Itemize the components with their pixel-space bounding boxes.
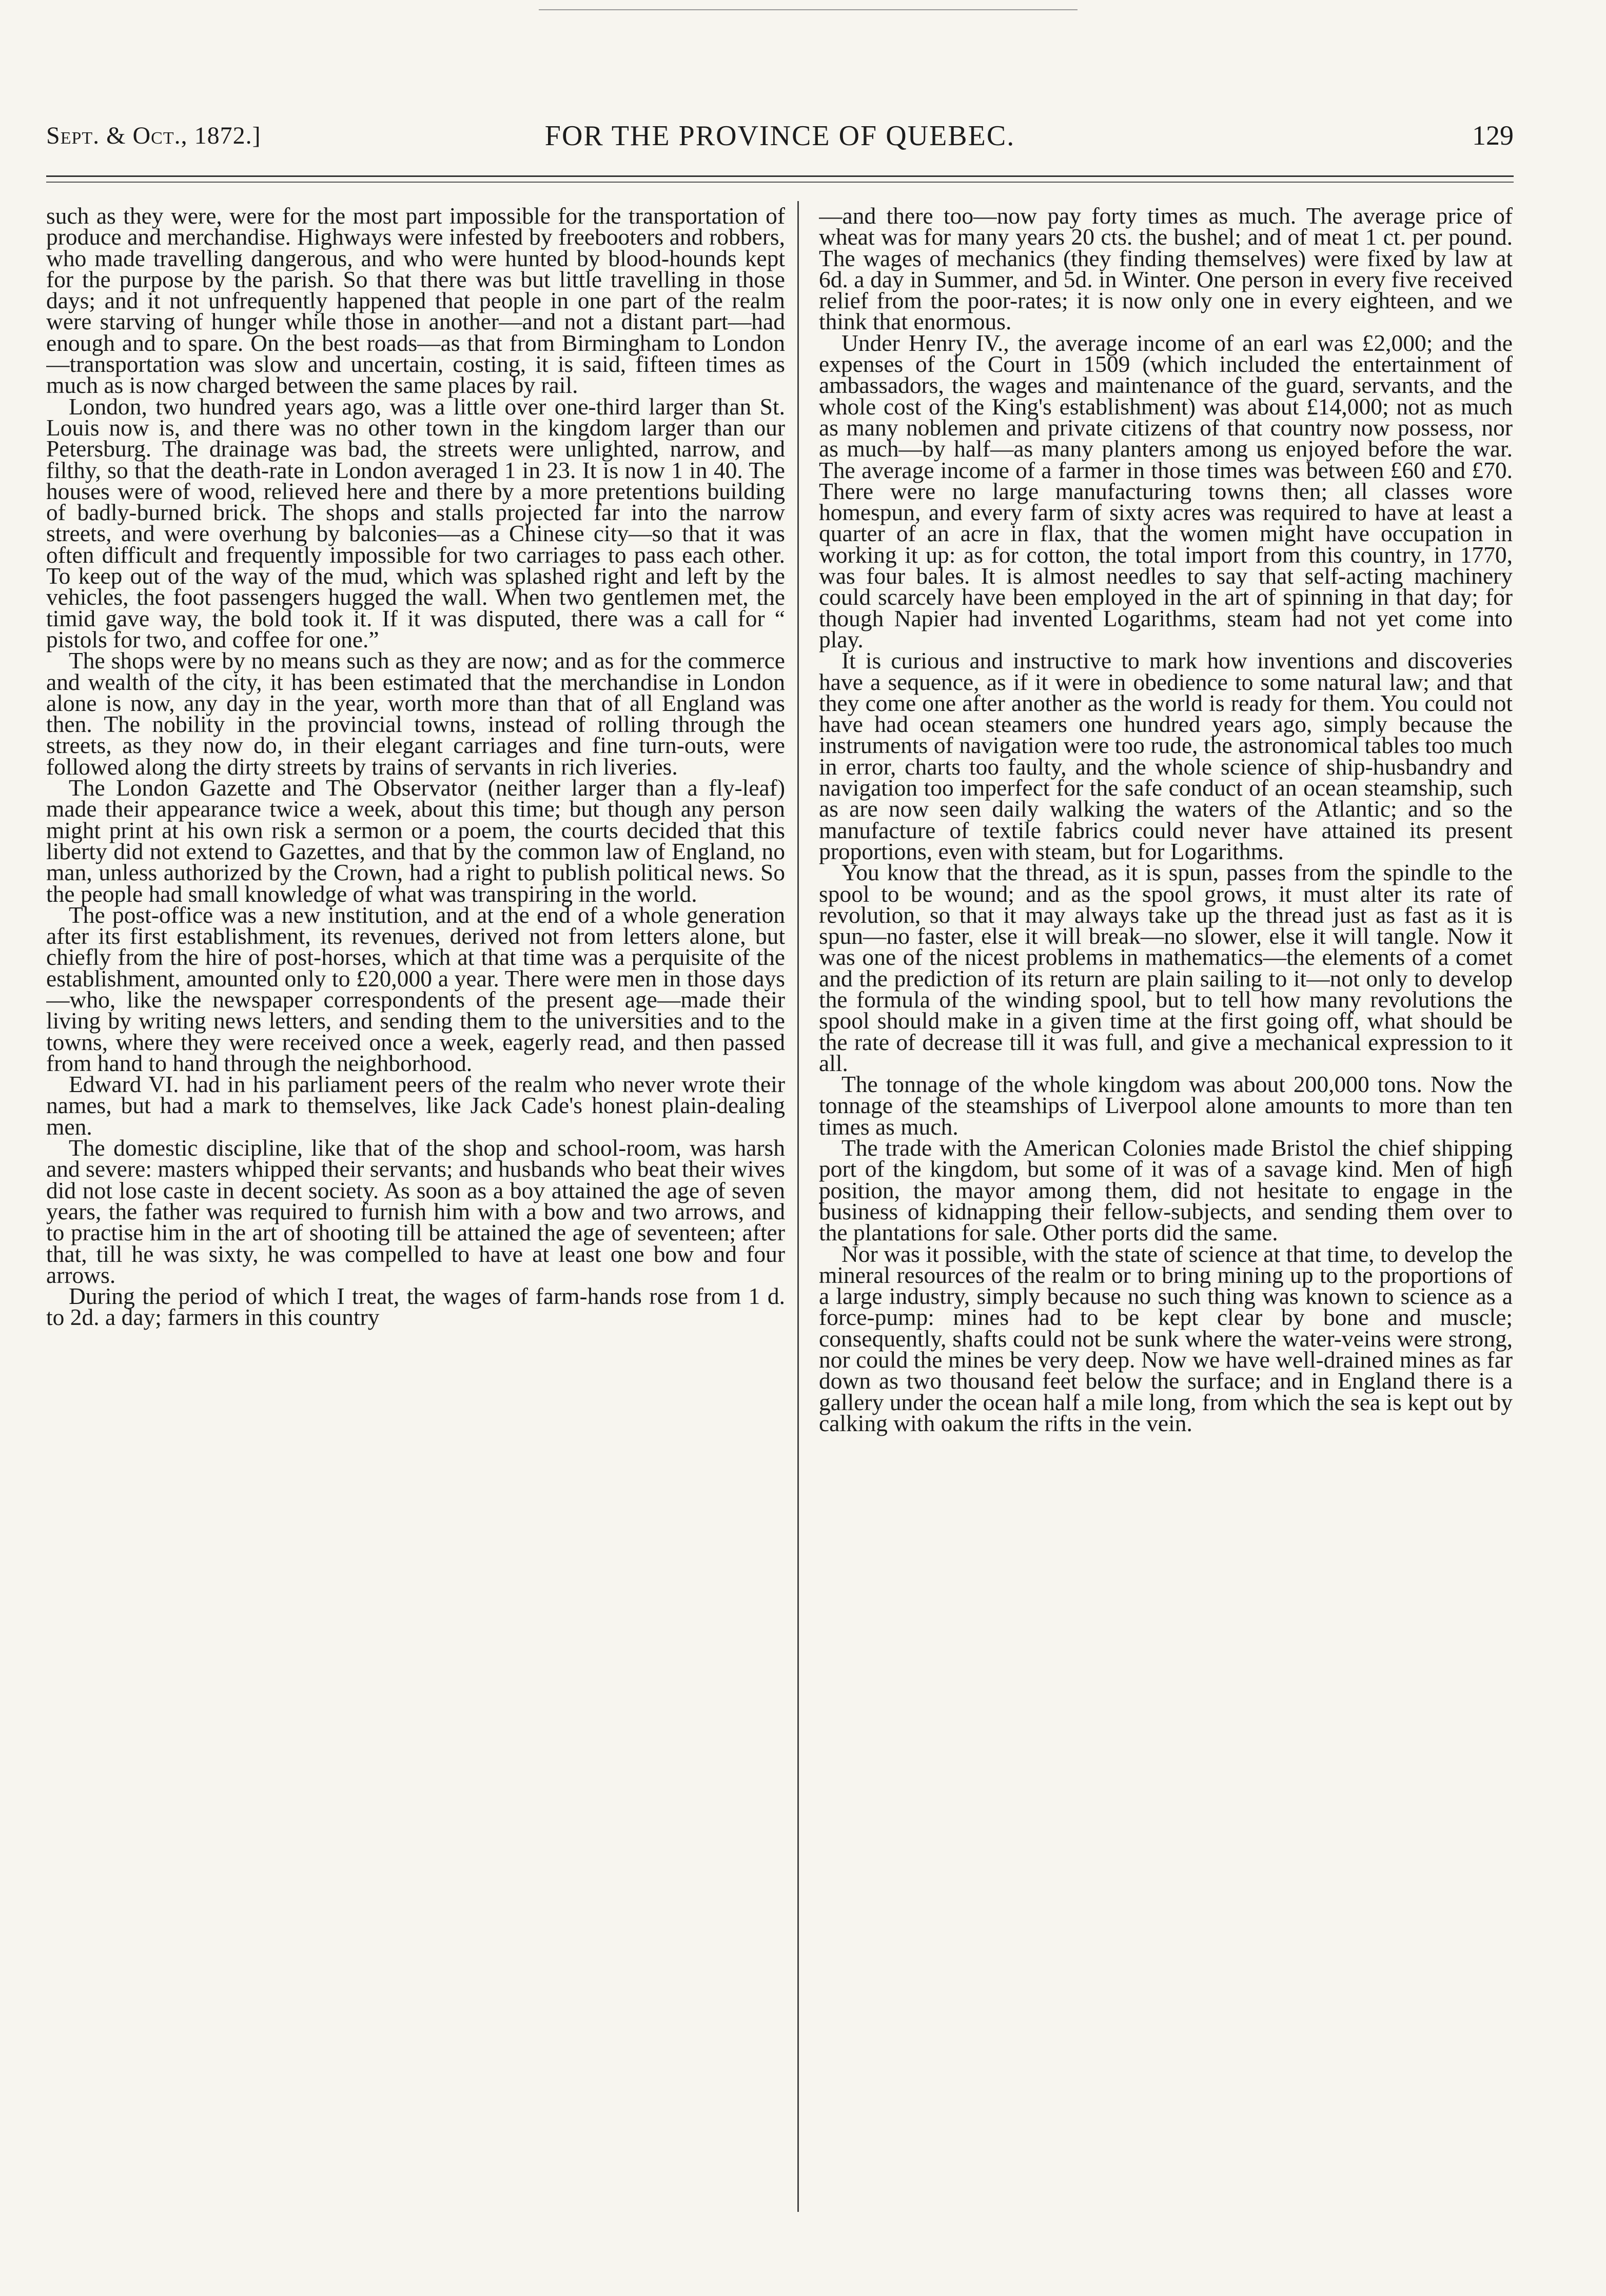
paragraph: During the period of which I treat, the wages of farm-hands rose from 1 d. to 2d. a day; farmers in this country: [46, 1283, 785, 1331]
paragraph: The trade with the American Colonies made Bristol the chief shipping port of the kingdom, but some of it was of a savage kind. Men of high position, the mayor among them, did not hesitate to engage in the business of kidnapping their fellow-subjects, and sending them over to the plantations for sale. Other ports did the same.: [819, 1135, 1513, 1246]
paragraph: The London Gazette and The Observator (neither larger than a fly-leaf) made their appearance twice a week, about this time; but though any person might print at his own risk a sermon or a poem, the courts decided that this liberty did not extend to Gazettes, and that by the common law of England, no man, unless authorized by the Crown, had a right to publish political news. So the people had small knowledge of what was transpiring in the world.: [46, 775, 785, 907]
right-column: [819, 205, 1513, 2236]
header-rule-top: [46, 175, 1514, 177]
paragraph: You know that the thread, as it is spun, passes from the spindle to the spool to be wound; and as the spool grows, it must alter its rate of revolution, so that it may always take up the thread just as fast as it is spun—no faster, else it will break—no slower, else it will tangle. Now it was one of the nicest problems in mathematics—the elements of a comet and the prediction of its return are plain sailing to it—not only to develop the formula of the winding spool, but to tell how many revolutions the spool should make in a given time at the first going off, what should be the rate of decrease till it was full, and give a mechanical expression to it all.: [819, 859, 1513, 1076]
paragraph: The shops were by no means such as they are now; and as for the commerce and wealth of the city, it has been estimated that the merchandise in London alone is now, any day in the year, worth more than that of all England was then. The nobility in the provincial towns, instead of rolling through the streets, as they now do, in their elegant carriages and fine turn-outs, were followed along the dirty streets by trains of servants in rich liveries.: [46, 647, 785, 780]
paragraph: It is curious and instructive to mark how inventions and discoveries have a sequence, as if it were in obedience to some natural law; and that they come one after another as the world is ready for them. You could not have had ocean steamers one hundred years ago, simply because the instruments of navigation were too rude, the astronomical tables too much in error, charts too faulty, and the whole science of ship-husbandry and navigation too imperfect for the safe conduct of an ocean steamship, such as are now seen daily walking the waters of the Atlantic; and so the manufacture of textile fabrics could never have attained its present proportions, even with steam, but for Logarithms.: [819, 647, 1513, 864]
header-rule-bottom: [46, 182, 1514, 183]
top-edge-rule: [539, 9, 1078, 10]
paragraph: London, two hundred years ago, was a little over one-third larger than St. Louis now is, and there was no other town in the kingdom larger than our Petersburg. The drainage was bad, the streets were unlighted, narrow, and filthy, so that the death-rate in London averaged 1 in 23. It is now 1 in 40. The houses were of wood, relieved here and there by a more pretentions building of badly-burned brick. The shops and stalls projected far into the narrow streets, and were overhung by balconies—as a Chinese city—so that it was often difficult and frequently impossible for two carriages to pass each other. To keep out of the way of the mud, which was splashed right and left by the vehicles, the foot passengers hugged the wall. When two gentlemen met, the timid gave way, the bold took it. If it was disputed, there was a call for “ pistols for two, and coffee for one.”: [46, 393, 785, 652]
page-number: 129: [1472, 120, 1514, 151]
paragraph: Under Henry IV., the average income of an earl was £2,000; and the expenses of the Court in 1509 (which included the entertainment of ambassadors, the wages and maintenance of the guard, servants, and the whole cost of the King's establishment) was about £14,000; not as much as many noblemen and private citizens of that country now possess, nor as much—by half—as many planters among us enjoyed before the war. The average income of a farmer in those times was between £60 and £70. There were no large manufacturing towns then; all classes wore homespun, and every farm of sixty acres was required to have at least a quarter of an acre in flax, that the women might have occupation in working it up: as for cotton, the total import from this country, in 1770, was four bales. It is almost needles to say that self-acting machinery could scarcely have been employed in the art of spinning in that day; for though Napier had invented Logarithms, steam had not yet come into play.: [819, 329, 1513, 652]
paragraph: The tonnage of the whole kingdom was about 200,000 tons. Now the tonnage of the steamships of Liverpool alone amounts to more than ten times as much.: [819, 1071, 1513, 1140]
paragraph: —and there too—now pay forty times as much. The average price of wheat was for many years 20 cts. the bushel; and of meat 1 ct. per pound. The wages of mechanics (they finding themselves) were fixed by law at 6d. a day in Summer, and 5d. in Winter. One person in every five received relief from the poor-rates; it is now only one in every eighteen, and we think that enormous.: [819, 205, 1513, 335]
paragraph: Nor was it possible, with the state of science at that time, to develop the mineral resources of the realm or to bring mining up to the proportions of a large industry, simply because no such thing was known to science as a force-pump: mines had to be kept clear by bone and muscle; consequently, shafts could not be sunk where the water-veins were strong, nor could the mines be very deep. Now we have well-drained mines as far down as two thousand feet below the surface; and in England there is a gallery under the ocean half a mile long, from which the sea is kept out by calking with oakum the rifts in the vein.: [819, 1240, 1513, 1436]
running-header: [46, 115, 1514, 162]
column-divider: [797, 201, 799, 2212]
issue-date: Sept. & Oct., 1872.]: [46, 122, 261, 149]
paragraph: The post-office was a new institution, and at the end of a whole generation after its first establishment, its revenues, derived not from letters alone, but chiefly from the hire of post-horses, which at that time was a perquisite of the establishment, amounted only to £20,000 a year. There were men in those days—who, like the newspaper correspondents of the present age—made their living by writing news letters, and sending them to the universities and to the towns, where they were received once a week, eagerly read, and then passed from hand to hand through the neighborhood.: [46, 901, 785, 1076]
publication-title: FOR THE PROVINCE OF QUEBEC.: [544, 120, 1015, 152]
paragraph: Edward VI. had in his parliament peers of the realm who never wrote their names, but had a mark to themselves, like Jack Cade's honest plain-dealing men.: [46, 1071, 785, 1140]
paragraph: The domestic discipline, like that of the shop and school-room, was harsh and severe: masters whipped their servants; and husbands who beat their wives did not lose caste in decent society. As soon as a boy attained the age of seven years, the father was required to furnish him with a bow and two arrows, and to practise him in the art of shooting till be attained the age of seventeen; after that, till he was sixty, he was compelled to have at least one bow and four arrows.: [46, 1135, 785, 1288]
paragraph: such as they were, were for the most part impossible for the transportation of produce and merchandise. Highways were infested by freebooters and robbers, who made travelling dangerous, and who were hunted by blood-hounds kept for the purpose by the parish. So that there was but little travelling in those days; and it not unfrequently happened that people in one part of the realm were starving of hunger while those in another—and not a distant part—had enough and to spare. On the best roads—as that from Birmingham to London—transportation was slow and uncertain, costing, it is said, fifteen times as much as is now charged between the same places by rail.: [46, 205, 785, 399]
left-column: [46, 205, 785, 2236]
